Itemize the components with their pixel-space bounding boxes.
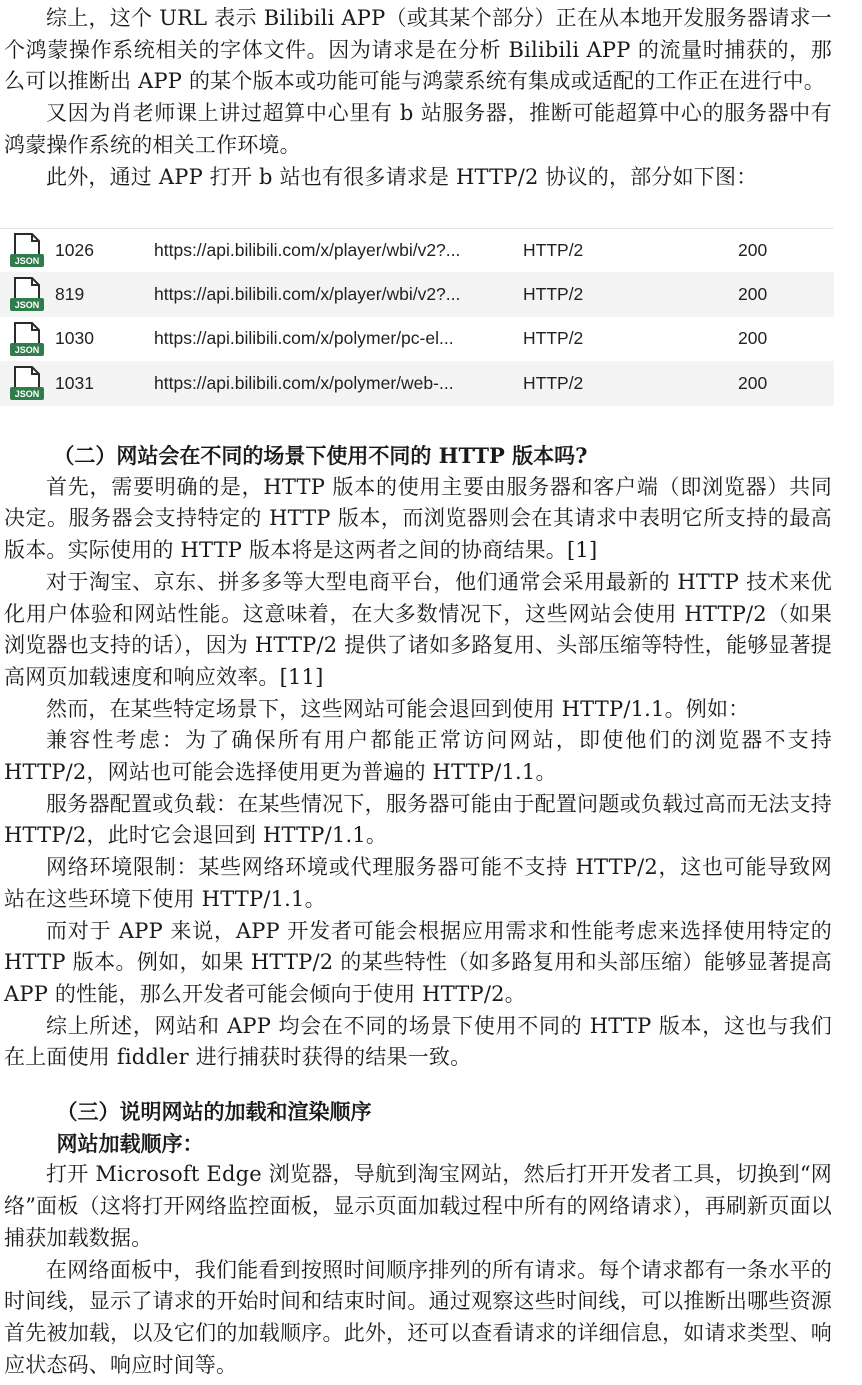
request-id: 1026 bbox=[55, 239, 94, 260]
request-status: 200 bbox=[738, 328, 768, 349]
request-url: https://api.bilibili.com/x/player/wbi/v2?... bbox=[154, 239, 461, 260]
request-id: 1031 bbox=[55, 372, 94, 393]
paragraph-s3-1: 打开 Microsoft Edge 浏览器，导航到淘宝网站，然后打开开发者工具，切换到“网络”面板（这将打开网络监控面板，显示页面加载过程中所有的网络请求），再刷新页面以捕获加载数据。 bbox=[4, 1162, 832, 1250]
json-icon-label: JSON bbox=[14, 389, 40, 400]
paragraph-s2-6: 网络环境限制：某些网络环境或代理服务器可能不支持 HTTP/2，这也可能导致网站在这些环境下使用 HTTP/1.1。 bbox=[4, 855, 832, 911]
request-url: https://api.bilibili.com/x/player/wbi/v2?... bbox=[154, 284, 461, 305]
request-id: 819 bbox=[55, 284, 85, 305]
request-row[interactable] bbox=[0, 317, 834, 361]
json-file-icon bbox=[8, 232, 48, 270]
paragraph-s2-3: 然而，在某些特定场景下，这些网站可能会退回到使用 HTTP/1.1。例如： bbox=[46, 696, 750, 721]
json-file-icon bbox=[8, 276, 48, 314]
json-file-icon bbox=[8, 321, 48, 359]
section-heading-2: （二）网站会在不同的场景下使用不同的 HTTP 版本吗? bbox=[53, 443, 588, 468]
paragraph-s2-5: 服务器配置或负载：在某些情况下，服务器可能由于配置问题或负载过高而无法支持 HTTP/2，此时它会退回到 HTTP/1.1。 bbox=[4, 791, 832, 848]
request-protocol: HTTP/2 bbox=[523, 328, 584, 349]
paragraph-s2-1: 首先，需要明确的是，HTTP 版本的使用主要由服务器和客户端（即浏览器）共同决定。服务器会支持特定的 HTTP 版本，而浏览器则会在其请求中表明它所支持的最高版本。实际使用的 HTTP 版本将是这两者之间的协商结果。[1] bbox=[4, 474, 832, 563]
paragraph-s2-2: 对于淘宝、京东、拼多多等大型电商平台，他们通常会采用最新的 HTTP 技术来优化用户体验和网站性能。这意味着，在大多数情况下，这些网站会使用 HTTP/2（如果浏览器也支持的话），因为 HTTP/2 提供了诸如多路复用、头部压缩等特性，能够显著提高网页加载速度和响应效率。[11] bbox=[4, 569, 832, 689]
json-icon-label: JSON bbox=[14, 256, 40, 266]
request-row[interactable] bbox=[0, 228, 834, 272]
request-url: https://api.bilibili.com/x/polymer/web-... bbox=[154, 372, 454, 393]
request-status: 200 bbox=[738, 284, 768, 305]
paragraph-s2-8: 综上所述，网站和 APP 均会在不同的场景下使用不同的 HTTP 版本，这也与我们在上面使用 fiddler 进行捕获时获得的结果一致。 bbox=[4, 1013, 832, 1070]
request-row[interactable] bbox=[0, 361, 834, 405]
paragraph-s2-7: 而对于 APP 来说，APP 开发者可能会根据应用需求和性能考虑来选择使用特定的 HTTP 版本。例如，如果 HTTP/2 的某些特性（如多路复用和头部压缩）能够显著提高 APP 的性能，那么开发者可能会倾向于使用 HTTP/2。 bbox=[4, 918, 832, 1006]
paragraph-s2-4: 兼容性考虑：为了确保所有用户都能正常访问网站，即使他们的浏览器不支持 HTTP/2，网站也可能会选择使用更为普遍的 HTTP/1.1。 bbox=[4, 728, 832, 785]
paragraph-supercomputer: 又因为肖老师课上讲过超算中心里有 b 站服务器，推断可能超算中心的服务器中有鸿蒙操作系统的相关工作环境。 bbox=[4, 101, 832, 157]
request-url: https://api.bilibili.com/x/polymer/pc-el... bbox=[154, 328, 454, 349]
request-id: 1030 bbox=[55, 328, 94, 349]
json-icon-label: JSON bbox=[14, 344, 40, 355]
section-heading-3: （三）说明网站的加载和渲染顺序 bbox=[56, 1099, 372, 1124]
json-icon-label: JSON bbox=[14, 300, 40, 311]
request-protocol: HTTP/2 bbox=[523, 284, 584, 305]
request-status: 200 bbox=[738, 372, 768, 393]
json-file-icon bbox=[8, 365, 48, 403]
paragraph-s3-2: 在网络面板中，我们能看到按照时间顺序排列的所有请求。每个请求都有一条水平的时间线，显示了请求的开始时间和结束时间。通过观察这些时间线，可以推断出哪些资源首先被加载，以及它们的加载顺序。此外，还可以查看请求的详细信息，如请求类型、响应状态码、响应时间等。 bbox=[4, 1257, 832, 1377]
request-status: 200 bbox=[738, 239, 768, 260]
subsection-heading-load-order: 网站加载顺序： bbox=[56, 1130, 204, 1156]
request-protocol: HTTP/2 bbox=[523, 239, 584, 260]
request-table bbox=[0, 228, 834, 406]
paragraph-url-conclusion: 综上，这个 URL 表示 Bilibili APP（或其某个部分）正在从本地开发服务器请求一个鸿蒙操作系统相关的字体文件。因为请求是在分析 Bilibili APP 的流量时捕获的，那么可以推断出 APP 的某个版本或功能可能与鸿蒙系统有集成或适配的工作正在进行中。 bbox=[4, 6, 832, 94]
paragraph-http2-intro: 此外，通过 APP 打开 b 站也有很多请求是 HTTP/2 协议的，部分如下图： bbox=[46, 164, 758, 189]
request-protocol: HTTP/2 bbox=[523, 372, 584, 393]
request-row[interactable] bbox=[0, 272, 834, 316]
